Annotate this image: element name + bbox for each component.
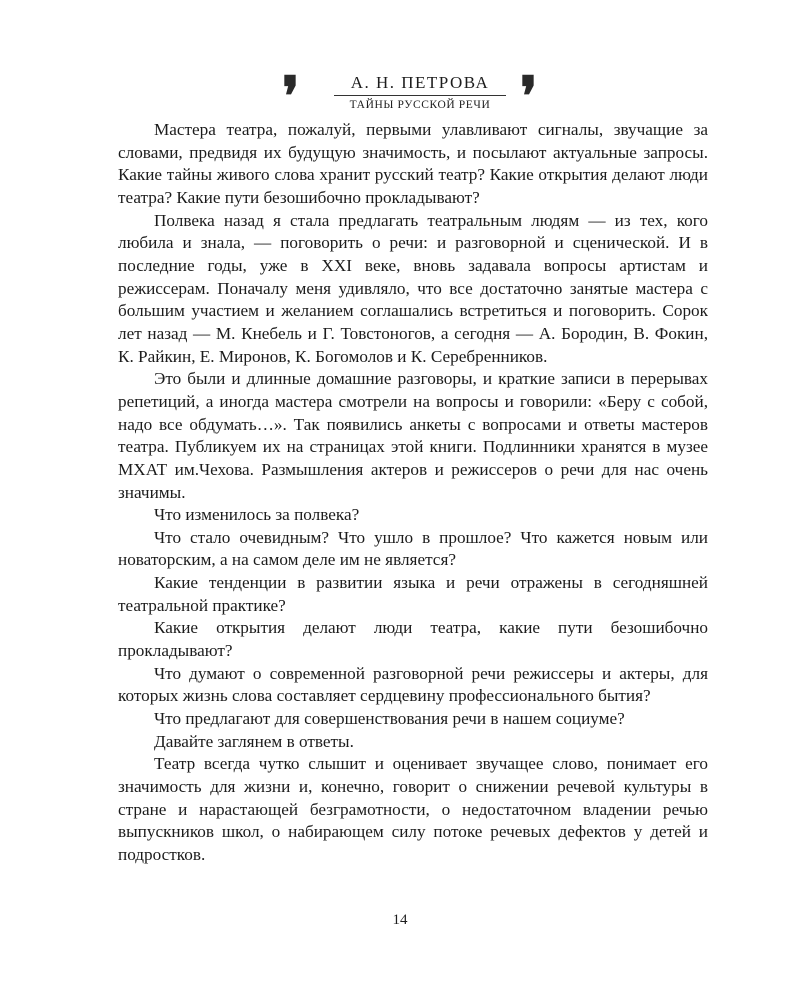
body-text	[118, 119, 708, 867]
running-head-center	[330, 70, 510, 112]
header-rule	[334, 95, 506, 96]
paragraph: Какие открытия делают люди театра, какие пути безошибочно прокладывают?	[118, 618, 708, 661]
paragraph: Какие тенденции в развитии языка и речи отражены в сегодняшней театральной практике?	[118, 573, 708, 615]
book-title: ТАЙНЫ РУССКОЙ РЕЧИ	[349, 99, 491, 111]
paragraph: Давайте заглянем в ответы.	[154, 731, 354, 751]
author-name: А. Н. ПЕТРОВА	[350, 73, 490, 92]
right-quote-ornament: ❜	[520, 67, 538, 127]
running-head	[0, 67, 800, 127]
paragraph: Полвека назад я стала предлагать театральным людям — из тех, кого любила и знала, — поговорить о речи: и разговорной и сценической. И в последние годы, уже в XXI веке, вновь задавала вопросы артистам и режиссерам. Поначалу меня удивляло, что все достаточно занятые мастера с большим участием и желанием соглашались встретиться и поговорить. Сорок лет назад — М. Кнебель и Г. Товстоногов, а сегодня — А. Бородин, В. Фокин, К. Райкин, Е. Миронов, К. Богомолов и К. Серебренников.	[118, 210, 708, 366]
left-quote-ornament: ❜	[282, 67, 300, 127]
paragraph: Что изменилось за полвека?	[154, 505, 360, 525]
paragraph: Что стало очевидным? Что ушло в прошлое? Что кажется новым или новаторским, а на самом деле им не является?	[118, 527, 708, 570]
paragraph: Мастера театра, пожалуй, первыми улавливают сигналы, звучащие за словами, предвидя их будущую значимость, и посылают актуальные запросы. Какие тайны живого слова хранит русский театр? Какие открытия делают люди театра? Какие пути безошибочно прокладывают?	[118, 120, 708, 207]
paragraph: Театр всегда чутко слышит и оценивает звучащее слово, понимает его значимость для жизни и, конечно, говорит о снижении речевой культуры в стране и нарастающей безграмотности, о недостаточном владении речью выпускников школ, о набирающем силу потоке речевых дефектов у детей и подростков.	[118, 754, 708, 864]
paragraph: Что думают о современной разговорной речи режиссеры и актеры, для которых жизнь слова составляет сердцевину профессионального бытия?	[118, 663, 708, 706]
paragraph: Это были и длинные домашние разговоры, и краткие записи в перерывах репетиций, а иногда мастера смотрели на вопросы и говорили: «Беру с собой, надо все обдумать…». Так появились анкеты с вопросами и ответы мастеров театра. Публикуем их на страницах этой книги. Подлинники хранятся в музее МХАТ им.Чехова. Размышления актеров и режиссеров о речи для нас очень значимы.	[118, 369, 708, 502]
page-number: 14	[392, 912, 408, 928]
paragraph: Что предлагают для совершенствования речи в нашем социуме?	[154, 709, 625, 729]
